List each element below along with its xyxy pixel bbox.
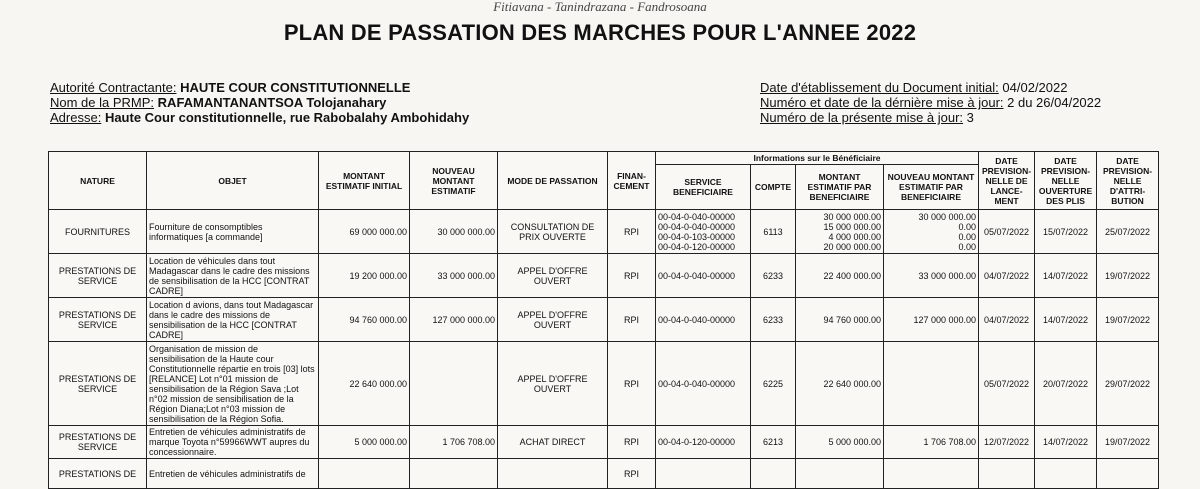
cell-financement: RPI <box>608 298 656 342</box>
service-code: 00-04-0-040-00000 <box>658 211 736 222</box>
cell-nouveau-benef <box>884 459 979 489</box>
cell-mode <box>498 459 608 489</box>
cell-service <box>656 459 751 489</box>
cell-nouveau: 30 000 000.00 <box>410 210 498 254</box>
national-motto: Fitiavana - Tanindrazana - Fandrosoana <box>493 0 707 14</box>
cell-financement: RPI <box>608 459 656 489</box>
last-update-label: Numéro et date de la dérnière mise à jour: <box>760 95 1004 110</box>
header-financement: FINAN-CEMENT <box>608 152 656 210</box>
cell-mode: CONSULTATION DE PRIX OUVERTE <box>498 210 608 254</box>
header-montant: MONTANT ESTIMATIF INITIAL <box>319 152 410 210</box>
benef-new-amount: 0.00 <box>958 231 977 242</box>
header-date-ouverture: DATE PREVISION-NELLE OUVERTURE DES PLIS <box>1035 152 1097 210</box>
cell-date-ouverture: 15/07/2022 <box>1035 210 1097 254</box>
service-code: 00-04-0-040-00000 <box>658 221 736 232</box>
cell-montant: 19 200 000.00 <box>319 254 410 298</box>
cell-nouveau: 33 000 000.00 <box>410 254 498 298</box>
cell-date-lancement: 05/07/2022 <box>979 210 1035 254</box>
cell-compte: 6225 <box>751 342 796 426</box>
benef-amount: 20 000 000.00 <box>823 241 881 252</box>
benef-new-amount: 0.00 <box>958 241 977 252</box>
header-nature: NATURE <box>49 152 147 210</box>
address-value: Haute Cour constitutionnelle, rue Rabobalahy Ambohidahy <box>104 110 470 125</box>
header-row-group <box>49 152 1159 165</box>
cell-compte <box>751 459 796 489</box>
cell-date-ouverture: 20/07/2022 <box>1035 342 1097 426</box>
address-label: Adresse: <box>50 110 102 125</box>
cell-nature: PRESTATIONS DE SERVICE <box>49 342 147 426</box>
header-nouveau-benef: NOUVEAU MONTANT ESTIMATIF PAR BENEFICIAIRE <box>884 165 979 210</box>
cell-mode: ACHAT DIRECT <box>498 426 608 459</box>
benef-amount: 30 000 000.00 <box>823 211 881 222</box>
cell-nature: PRESTATIONS DE SERVICE <box>49 426 147 459</box>
cell-montant-benef: 22 640 000.00 <box>796 342 884 426</box>
cell-date-lancement: 12/07/2022 <box>979 426 1035 459</box>
cell-objet: Location d avions, dans tout Madagascar dans le cadre des missions de sensibilisation de la HCC [CONTRAT CADRE] <box>147 298 319 342</box>
cell-montant: 5 000 000.00 <box>319 426 410 459</box>
document-title: PLAN DE PASSATION DES MARCHES POUR L'ANNEE 2022 <box>283 20 917 45</box>
header-objet: OBJET <box>147 152 319 210</box>
cell-objet: Entretien de véhicules administratifs de marque Toyota n°59966WWT aupres du concessionnaire. <box>147 426 319 459</box>
service-code: 00-04-0-103-00000 <box>658 231 736 242</box>
cell-date-lancement: 04/07/2022 <box>979 298 1035 342</box>
authority-info <box>50 80 469 125</box>
cell-objet: Fourniture de consomptibles informatiques [a commande] <box>147 210 319 254</box>
cell-date-attribution: 19/07/2022 <box>1097 298 1159 342</box>
cell-nouveau-benef <box>884 342 979 426</box>
initial-date-row <box>760 80 1101 95</box>
table-row <box>49 254 1159 298</box>
prmp-row <box>50 95 469 110</box>
authority-row <box>50 80 469 95</box>
cell-objet: Location de véhicules dans tout Madagascar dans le cadre des missions de sensibilisation de la HCC [CONTRAT CADRE] <box>147 254 319 298</box>
header-date-attribution: DATE PREVISION-NELLE D'ATTRI-BUTION <box>1097 152 1159 210</box>
cell-date-lancement: 05/07/2022 <box>979 342 1035 426</box>
cell-montant-benef <box>796 459 884 489</box>
cell-financement: RPI <box>608 210 656 254</box>
cell-date-attribution: 19/07/2022 <box>1097 254 1159 298</box>
cell-nature: FOURNITURES <box>49 210 147 254</box>
cell-nouveau-benef <box>884 210 979 254</box>
last-update-row <box>760 95 1101 110</box>
benef-new-amount: 0.00 <box>958 221 977 232</box>
cell-objet: Organisation de mission de sensibilisation de la Haute cour Constitutionnelle répartie en trois [03] lots [RELANCE] Lot n°01 mission de sensibilisation de la Région Sava ;Lot n°02 mission de sensibilisation de la Région Diana;Lot n°03 mission de sensibilisation de la Région Sofia. <box>147 342 319 426</box>
cell-montant-benef <box>796 210 884 254</box>
cell-nouveau-benef: 127 000 000.00 <box>884 298 979 342</box>
header-nouveau: NOUVEAU MONTANT ESTIMATIF <box>410 152 498 210</box>
cell-compte: 6233 <box>751 254 796 298</box>
table-row <box>49 298 1159 342</box>
header-date-lancement: DATE PREVISION-NELLE DE LANCE-MENT <box>979 152 1035 210</box>
cell-mode: APPEL D'OFFRE OUVERT <box>498 342 608 426</box>
prmp-value: RAFAMANTANANTSOA Tolojanahary <box>157 95 387 110</box>
cell-service <box>656 210 751 254</box>
cell-nouveau <box>410 459 498 489</box>
cell-nature: PRESTATIONS DE SERVICE <box>49 254 147 298</box>
cell-date-lancement <box>979 459 1035 489</box>
cell-service: 00-04-0-120-00000 <box>656 426 751 459</box>
cell-date-ouverture: 14/07/2022 <box>1035 426 1097 459</box>
cell-montant <box>319 459 410 489</box>
current-update-label: Numéro de la présente mise à jour: <box>760 110 964 125</box>
header-montant-benef: MONTANT ESTIMATIF PAR BENEFICIAIRE <box>796 165 884 210</box>
address-row <box>50 110 469 125</box>
cell-date-attribution: 25/07/2022 <box>1097 210 1159 254</box>
cell-nature: PRESTATIONS DE <box>49 459 147 489</box>
cell-nouveau <box>410 342 498 426</box>
cell-montant-benef: 5 000 000.00 <box>796 426 884 459</box>
table-row <box>49 210 1159 254</box>
prmp-label: Nom de la PRMP: <box>50 95 155 110</box>
cell-montant-benef: 94 760 000.00 <box>796 298 884 342</box>
cell-montant: 69 000 000.00 <box>319 210 410 254</box>
cell-nouveau-benef: 1 706 708.00 <box>884 426 979 459</box>
header-compte: COMPTE <box>751 165 796 210</box>
cell-compte: 6233 <box>751 298 796 342</box>
header-beneficiary-group: Informations sur le Bénéficiaire <box>656 152 979 165</box>
cell-nouveau-benef: 33 000 000.00 <box>884 254 979 298</box>
benef-amount: 15 000 000.00 <box>823 221 881 232</box>
cell-financement: RPI <box>608 342 656 426</box>
benef-new-amount: 30 000 000.00 <box>918 211 977 222</box>
last-update-value: 2 du 26/04/2022 <box>1007 95 1102 110</box>
table-row <box>49 459 1159 489</box>
cell-date-attribution: 19/07/2022 <box>1097 426 1159 459</box>
cell-date-ouverture <box>1035 459 1097 489</box>
header-mode: MODE DE PASSATION <box>498 152 608 210</box>
cell-mode: APPEL D'OFFRE OUVERT <box>498 298 608 342</box>
cell-compte: 6213 <box>751 426 796 459</box>
cell-mode: APPEL D'OFFRE OUVERT <box>498 254 608 298</box>
procurement-plan-table <box>48 151 1159 489</box>
current-update-row <box>760 110 1101 125</box>
cell-montant: 22 640 000.00 <box>319 342 410 426</box>
benef-amount: 4 000 000.00 <box>828 231 881 242</box>
service-code: 00-04-0-120-00000 <box>658 241 736 252</box>
cell-compte: 6113 <box>751 210 796 254</box>
cell-financement: RPI <box>608 426 656 459</box>
initial-date-value: 04/02/2022 <box>1002 80 1068 95</box>
authority-label: Autorité Contractante: <box>50 80 177 95</box>
cell-service: 00-04-0-040-00000 <box>656 342 751 426</box>
cell-nature: PRESTATIONS DE SERVICE <box>49 298 147 342</box>
cell-montant: 94 760 000.00 <box>319 298 410 342</box>
current-update-value: 3 <box>966 110 974 125</box>
table-row <box>49 426 1159 459</box>
cell-nouveau: 127 000 000.00 <box>410 298 498 342</box>
header-service: SERVICE BENEFICIAIRE <box>656 165 751 210</box>
cell-montant-benef: 22 400 000.00 <box>796 254 884 298</box>
cell-financement: RPI <box>608 254 656 298</box>
initial-date-label: Date d'établissement du Document initial: <box>760 80 999 95</box>
cell-date-attribution: 29/07/2022 <box>1097 342 1159 426</box>
authority-value: HAUTE COUR CONSTITUTIONNELLE <box>180 80 411 95</box>
cell-date-attribution <box>1097 459 1159 489</box>
cell-nouveau: 1 706 708.00 <box>410 426 498 459</box>
cell-service: 00-04-0-040-00000 <box>656 298 751 342</box>
cell-date-lancement: 04/07/2022 <box>979 254 1035 298</box>
table-row <box>49 342 1159 426</box>
document-dates <box>760 80 1101 125</box>
cell-date-ouverture: 14/07/2022 <box>1035 298 1097 342</box>
cell-objet: Entretien de véhicules administratifs de <box>147 459 319 489</box>
cell-date-ouverture: 14/07/2022 <box>1035 254 1097 298</box>
cell-service: 00-04-0-040-00000 <box>656 254 751 298</box>
